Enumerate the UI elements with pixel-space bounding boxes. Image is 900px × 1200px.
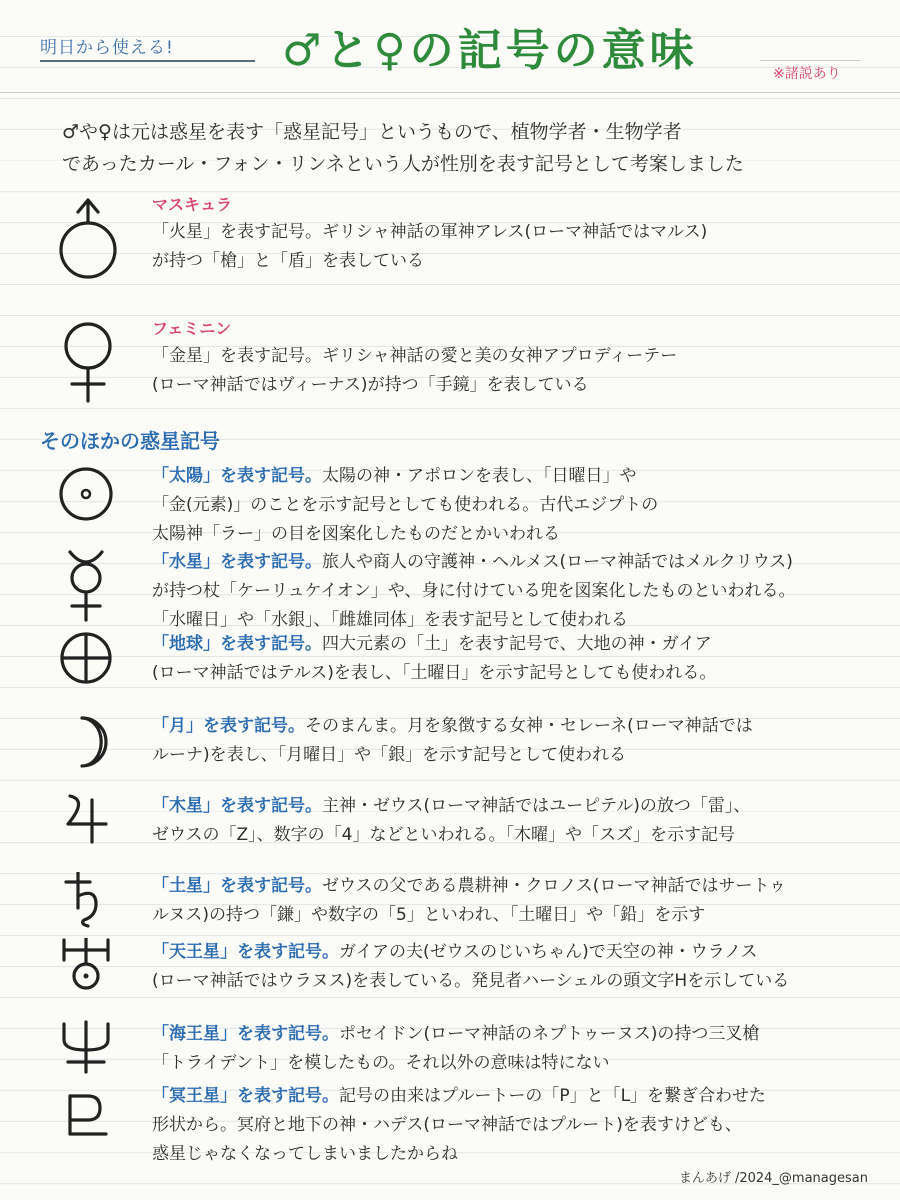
- disclaimer-note: ※諸説あり: [773, 66, 841, 82]
- planet-line: が持つ杖「ケーリュケイオン」や、身に付けている兜を図案化したものといわれる。: [152, 581, 796, 601]
- planet-line: (ローマ神話ではテルス)を表し、「土曜日」を示す記号としても使われる。: [152, 663, 717, 683]
- planet-line: ゼウスの「Z」、数字の「4」などといわれる。「木曜」や「スズ」を示す記号: [152, 825, 735, 845]
- planet-line: 形状から。冥府と地下の神・ハデス(ローマ神話ではプルート)を表すけども、: [152, 1115, 742, 1135]
- author-credit: まんあげ /2024_@managesan: [678, 1171, 868, 1186]
- jupiter-symbol-icon: [48, 792, 128, 882]
- planet-line: ルヌス)の持つ「鎌」や数字の「5」といわれ、「土曜日」や「鉛」を示す: [152, 905, 706, 925]
- section-title-other-planets: そのほかの惑星記号: [40, 429, 220, 453]
- planet-line: そのまんま。月を象徴する女神・セレーネ(ローマ神話では: [305, 716, 753, 736]
- uranus-symbol-icon: [48, 938, 128, 1028]
- feminine-name: フェミニン: [152, 319, 232, 338]
- planet-line: 主神・ゼウス(ローマ神話ではユーピテル)の放つ「雷」、: [322, 796, 751, 816]
- moon-symbol-icon: [48, 712, 128, 802]
- sun-symbol-icon: [48, 462, 128, 552]
- planet-line: 「金(元素)」のことを示す記号としても使われる。古代エジプトの: [152, 495, 659, 515]
- planet-line: ポセイドン(ローマ神話のネプトゥーヌス)の持つ三叉槍: [339, 1024, 760, 1044]
- feminine-line: (ローマ神話ではヴィーナス)が持つ「手鏡」を表している: [152, 375, 589, 395]
- planet-line: 太陽神「ラー」の目を図案化したものだとかいわれる: [152, 524, 560, 544]
- planet-head: 「地球」を表す記号。: [152, 634, 322, 654]
- planet-line: 太陽の神・アポロンを表し、「日曜日」や: [322, 466, 637, 486]
- note-underline: [760, 60, 860, 61]
- planet-line: 惑星じゃなくなってしまいましたからね: [152, 1144, 458, 1164]
- planet-line: 旅人や商人の守護神・ヘルメス(ローマ神話ではメルクリウス): [322, 552, 793, 572]
- earth-symbol-icon: [48, 630, 128, 720]
- saturn-description: [152, 872, 872, 930]
- planet-head: 「水星」を表す記号。: [152, 552, 322, 572]
- intro-line: ♂や♀は元は惑星を表す「惑星記号」というもので、植物学者・生物学者: [62, 121, 682, 143]
- feminine-line: 「金星」を表す記号。ギリシャ神話の愛と美の女神アプロディーテー: [152, 346, 678, 366]
- planet-head: 「冥王星」を表す記号。: [152, 1086, 339, 1106]
- planet-line: ゼウスの父である農耕神・クロノス(ローマ神話ではサートゥ: [322, 876, 787, 896]
- planet-head: 「木星」を表す記号。: [152, 796, 322, 816]
- planet-line: 「水曜日」や「水銀」、「雌雄同体」を表す記号として使われる: [152, 610, 628, 630]
- jupiter-description: [152, 792, 872, 850]
- mars-symbol-icon: [48, 192, 128, 287]
- planet-head: 「太陽」を表す記号。: [152, 466, 322, 486]
- pluto-description: [152, 1082, 872, 1169]
- subtitle-underline: [40, 60, 255, 62]
- masculine-description: [152, 192, 872, 276]
- planet-head: 「月」を表す記号。: [152, 716, 305, 736]
- neptune-description: [152, 1020, 872, 1078]
- masculine-name: マスキュラ: [152, 195, 233, 214]
- masculine-line: が持つ「槍」と「盾」を表している: [152, 251, 424, 271]
- planet-head: 「土星」を表す記号。: [152, 876, 322, 896]
- intro-line: であったカール・フォン・リンネという人が性別を表す記号として考案しました: [62, 153, 744, 175]
- planet-line: 記号の由来はプルートーの「P」と「L」を繋ぎ合わせた: [339, 1086, 767, 1106]
- sun-description: [152, 462, 872, 549]
- planet-line: ガイアの夫(ゼウスのじいちゃん)で天空の神・ウラノス: [339, 942, 758, 962]
- planet-head: 「海王星」を表す記号。: [152, 1024, 339, 1044]
- planet-head: 「天王星」を表す記号。: [152, 942, 339, 962]
- planet-line: ルーナ)を表し、「月曜日」や「銀」を示す記号として使われる: [152, 745, 627, 765]
- pluto-symbol-icon: [48, 1082, 128, 1172]
- masculine-line: 「火星」を表す記号。ギリシャ神話の軍神アレス(ローマ神話ではマルス): [152, 222, 708, 242]
- page-subtitle: 明日から使える!: [40, 38, 174, 58]
- planet-line: (ローマ神話ではウラヌス)を表している。発見者ハーシェルの頭文字Hを示している: [152, 971, 790, 991]
- mercury-description: [152, 548, 872, 635]
- moon-description: [152, 712, 872, 770]
- planet-line: 四大元素の「土」を表す記号で、大地の神・ガイア: [322, 634, 712, 654]
- earth-description: [152, 630, 872, 688]
- venus-symbol-icon: [48, 316, 128, 411]
- header-divider: [0, 92, 900, 93]
- uranus-description: [152, 938, 872, 996]
- planet-line: 「トライデント」を模したもの。それ以外の意味は特にない: [152, 1053, 610, 1073]
- mercury-symbol-icon: [48, 548, 128, 638]
- page-title: ♂と♀の記号の意味: [282, 25, 698, 76]
- intro-paragraph: [62, 116, 862, 180]
- feminine-description: [152, 316, 872, 400]
